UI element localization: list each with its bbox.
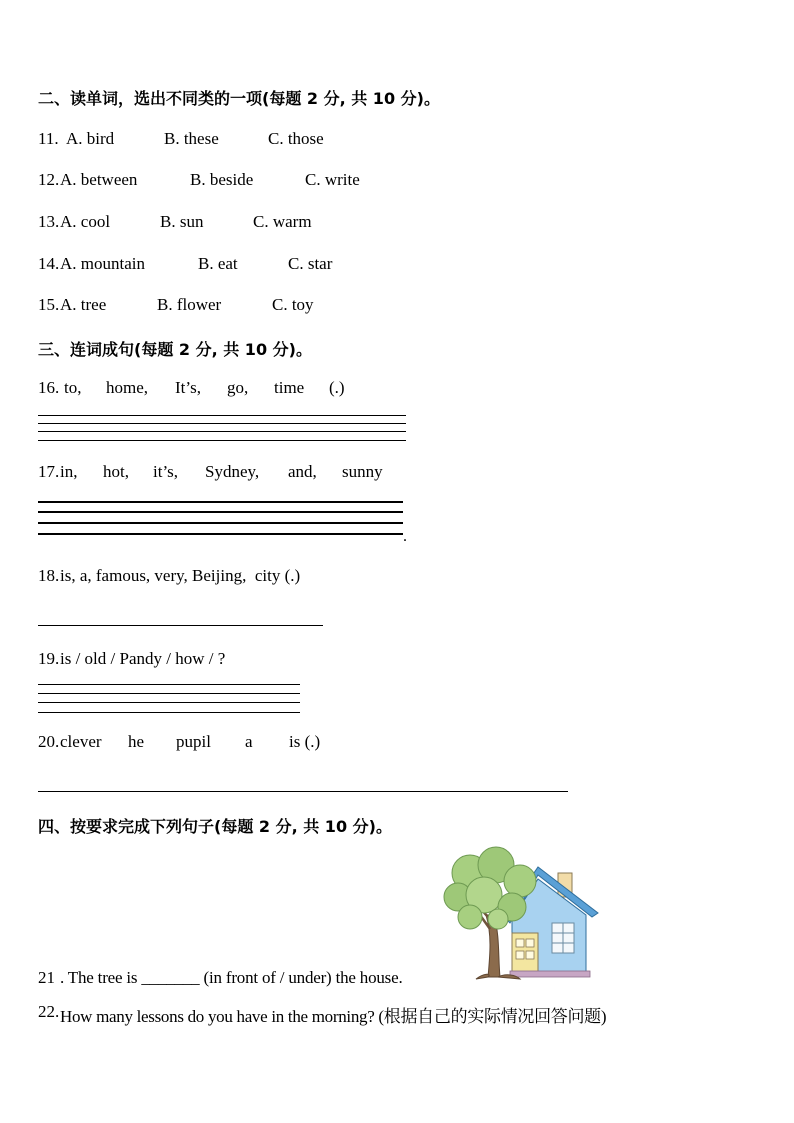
q12-number: 12. xyxy=(38,170,60,189)
q18-number: 18. xyxy=(38,566,60,585)
q14-number: 14. xyxy=(38,254,60,273)
q16-word-4: go, xyxy=(227,378,249,397)
q12-option-a: A. between xyxy=(60,170,138,189)
q19-words: is / old / Pandy / how / ? xyxy=(60,649,226,668)
q17-word-6: sunny xyxy=(342,462,383,481)
answer-line xyxy=(38,501,403,503)
q17-word-1: in, xyxy=(60,462,78,481)
q17-end-mark: . xyxy=(403,528,407,545)
answer-line xyxy=(38,522,403,524)
tree-and-house-picture xyxy=(440,845,605,985)
q20-number: 20. xyxy=(38,732,60,751)
q21-number: 21 xyxy=(38,968,55,987)
q16-word-2: home, xyxy=(106,378,149,397)
q14-option-b: B. eat xyxy=(198,254,238,273)
q11-option-c: C. those xyxy=(268,129,324,148)
q22-question: How many lessons do you have in the morning? (根据自己的实际情况回答问题) xyxy=(60,1007,607,1026)
q11-number: 11. xyxy=(38,129,63,148)
q12-option-c: C. write xyxy=(305,170,360,189)
q17-number: 17. xyxy=(38,462,60,481)
q12-option-b: B. beside xyxy=(190,170,254,189)
q22-number: 22. xyxy=(38,1002,60,1021)
q16-word-1: to, xyxy=(64,378,82,397)
q15-option-a: A. tree xyxy=(60,295,107,314)
answer-line xyxy=(38,684,300,685)
q16-number: 16. xyxy=(38,378,64,397)
answer-line xyxy=(38,712,300,713)
q20-word-4: a xyxy=(245,732,253,751)
q16-word-3: It’s, xyxy=(175,378,201,397)
q20-word-5: is (.) xyxy=(289,732,321,751)
q11-option-a: A. bird xyxy=(66,129,115,148)
q13-option-c: C. warm xyxy=(253,212,312,231)
section2-heading: 二、读单词，选出不同类的一项(每题 2 分, 共 10 分)。 xyxy=(38,89,440,108)
q21-sentence: . The tree is _______ (in front of / under) the house. xyxy=(60,968,403,987)
q20-answer-line[interactable] xyxy=(38,791,568,792)
answer-line xyxy=(38,693,300,694)
q16-word-5: time xyxy=(274,378,305,397)
q15-option-b: B. flower xyxy=(157,295,222,314)
q20-word-3: pupil xyxy=(176,732,211,751)
q17-word-2: hot, xyxy=(103,462,129,481)
q16-word-6: (.) xyxy=(329,378,345,397)
q17-word-5: and, xyxy=(288,462,317,481)
q15-number: 15. xyxy=(38,295,60,314)
q18-answer-line[interactable] xyxy=(38,625,323,626)
answer-line xyxy=(38,533,403,535)
section4-heading: 四、按要求完成下列句子(每题 2 分, 共 10 分)。 xyxy=(38,817,392,836)
q13-option-b: B. sun xyxy=(160,212,204,231)
answer-line xyxy=(38,415,406,416)
q13-option-a: A. cool xyxy=(60,212,111,231)
answer-line xyxy=(38,440,406,441)
q14-option-a: A. mountain xyxy=(60,254,145,273)
q17-word-4: Sydney, xyxy=(205,462,260,481)
q13-number: 13. xyxy=(38,212,60,231)
answer-line xyxy=(38,511,403,513)
q17-word-3: it’s, xyxy=(153,462,179,481)
q11-option-b: B. these xyxy=(164,129,219,148)
section3-heading: 三、连词成句(每题 2 分, 共 10 分)。 xyxy=(38,340,312,359)
q18-words: is, a, famous, very, Beijing, city (.) xyxy=(60,566,301,585)
q20-word-2: he xyxy=(128,732,145,751)
answer-line xyxy=(38,431,406,432)
answer-line xyxy=(38,423,406,424)
q20-word-1: clever xyxy=(60,732,102,751)
q19-number: 19. xyxy=(38,649,60,668)
q14-option-c: C. star xyxy=(288,254,333,273)
answer-line xyxy=(38,702,300,703)
q15-option-c: C. toy xyxy=(272,295,314,314)
